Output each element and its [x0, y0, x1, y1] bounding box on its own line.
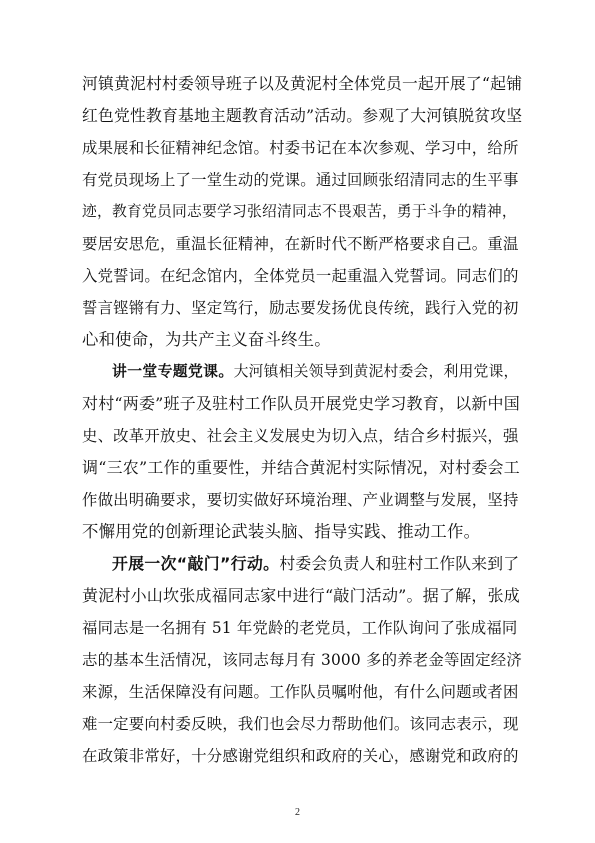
paragraph-line: 成果展和长征精神纪念馆。村委书记在本次参观、学习中，给所	[82, 139, 519, 157]
paragraph-line: 迹，教育党员同志要学习张绍清同志不畏艰苦，勇于斗争的精神，	[82, 203, 517, 220]
page-number: 2	[295, 807, 300, 818]
paragraph-line: 调“三农”工作的重要性，并结合黄泥村实际情况，对村委会工	[82, 458, 520, 477]
paragraph-line: 难一定要向村委反映，我们也会尽力帮助他们。该同志表示，现	[82, 715, 519, 733]
paragraph-line: 对村“两委”班子及驻村工作队员开展党史学习教育，以新中国	[82, 394, 520, 413]
paragraph-line: 有党员现场上了一堂生动的党课。通过回顾张绍清同志的生平事	[82, 171, 519, 189]
paragraph-line: 红色党性教育基地主题教育活动”活动。参观了大河镇脱贫攻坚	[82, 106, 523, 125]
paragraph-line: 河镇黄泥村村委领导班子以及黄泥村全体党员一起开展了“起铺	[82, 74, 523, 93]
paragraph-line: 誓言铿锵有力、坚定笃行，励志要发扬优良传统，践行入党的初	[82, 299, 519, 317]
paragraph-first-line	[112, 553, 522, 575]
paragraph-line: 志的基本生活情况，该同志每月有 3000 多的养老金等固定经济	[82, 651, 522, 669]
paragraph-line: 来源，生活保障没有问题。工作队员嘱咐他，有什么问题或者困	[82, 683, 519, 701]
paragraph-line: 福同志是一名拥有 51 年党龄的老党员，工作队询问了张成福同	[82, 619, 518, 637]
paragraph-first-line	[112, 361, 522, 383]
paragraph-line: 黄泥村小山坎张成福同志家中进行“敲门活动”。据了解，张成	[82, 586, 520, 605]
paragraph-line: 不懈用党的创新理论武装头脑、指导实践、推动工作。	[82, 522, 481, 541]
paragraph-line: 史、改革开放史、社会主义发展史为切入点，结合乡村振兴，强	[82, 427, 519, 445]
paragraph-line: 入党誓词。在纪念馆内，全体党员一起重温入党誓词。同志们的	[82, 267, 519, 285]
section-heading: 开展一次“敲门”行动。	[112, 554, 280, 573]
paragraph-text: 大河镇相关领导到黄泥村委会，利用党课，	[233, 363, 519, 380]
paragraph-line: 作做出明确要求，要切实做好环境治理、产业调整与发展，坚持	[82, 491, 519, 509]
paragraph-line: 心和使命，为共产主义奋斗终生。	[82, 330, 331, 349]
section-heading: 讲一堂专题党课。	[112, 363, 234, 380]
paragraph-text: 村委会负责人和驻村工作队来到了	[279, 554, 520, 573]
paragraph-line: 要居安思危，重温长征精神，在新时代不断严格要求自己。重温	[82, 235, 519, 253]
paragraph-line: 在政策非常好，十分感谢党组织和政府的关心，感谢党和政府的	[82, 747, 519, 765]
